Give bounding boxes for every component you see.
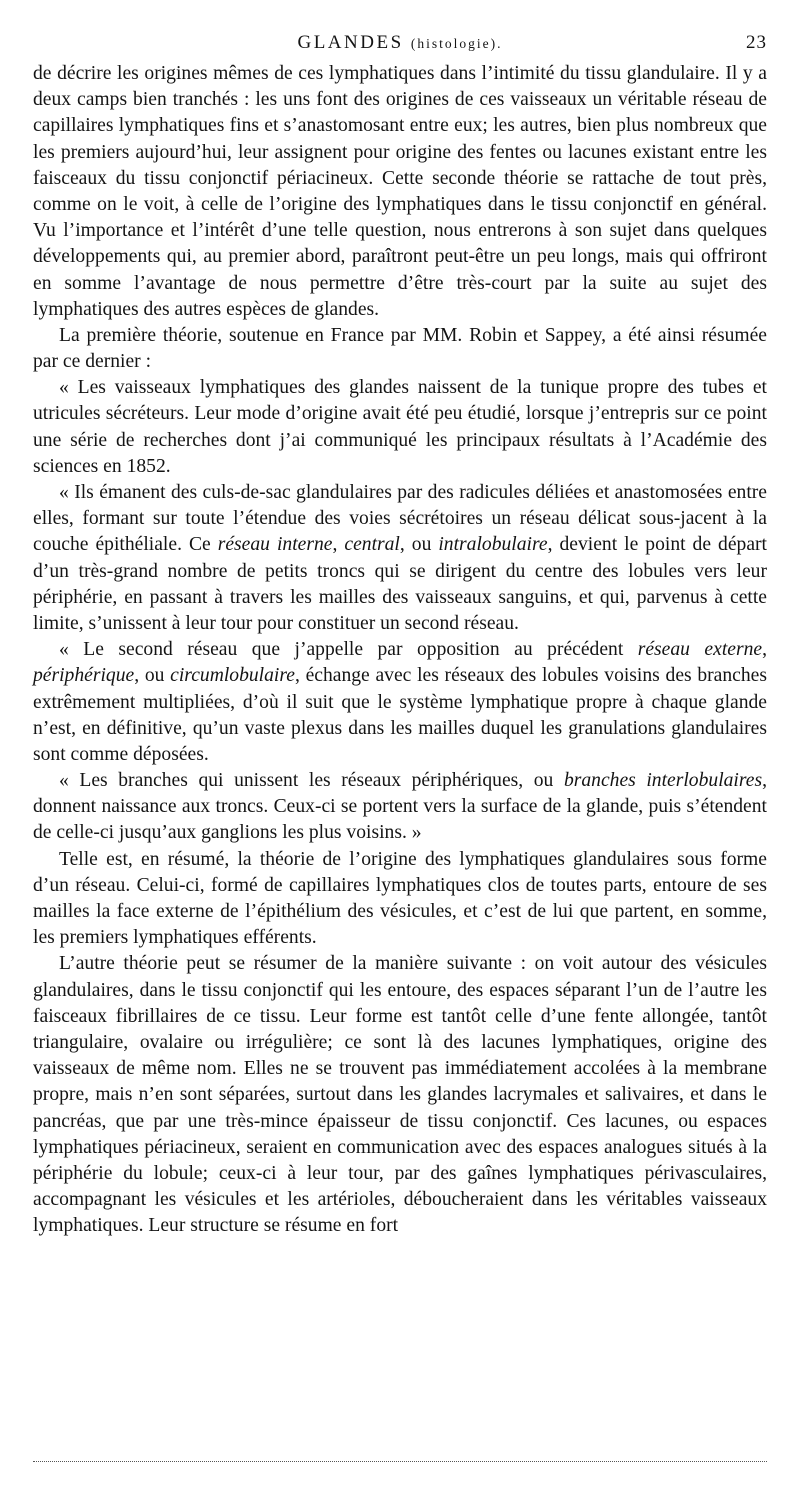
p6-text-a: « Les branches qui unissent les réseaux périphériques, ou (59, 770, 564, 792)
paragraph-6-quote (33, 768, 767, 847)
p4-text-b: , (332, 534, 345, 556)
paragraph-1: de décrire les origines mêmes de ces lymphatiques dans l’intimité du tissu glandulaire. Il y a deux camps bien tranchés : les uns font des origines de ces vaisseaux un véritable réseau de capillaires lymphatiques fins et s’anastomosant entre eux; les autres, bien plus nombreux que les premiers aujourd’hui, leur assignent pour origine des fentes ou lacunes existant entre les faisceaux du tissu conjonctif périacineux. Cette seconde théorie se rattache de tout près, comme on le voit, à celle de l’origine des lymphatiques dans le tissu conjonctif en général. Vu l’importance et l’intérêt d’une telle question, nous entrerons à son sujet dans quelques développements qui, au premier abord, paraîtront peut-être un peu longs, mais qui offriront en somme l’avantage de nous permettre d’être très-court par la suite au sujet des lymphatiques des autres espèces de glandes. (33, 63, 767, 320)
p5-term-peripherique: périphérique (33, 665, 135, 687)
p5-text-d: , échange avec les réseaux des lobules voisins des branches extrêmement multipliées, d’où il suit que le système lymphatique propre à chaque glande n’est, en définitive, qu’un vaste plexus dans les mailles duquel les granulations glandulaires sont comme déposées. (33, 665, 767, 765)
paragraph-7: Telle est, en résumé, la théorie de l’origine des lymphatiques glandulaires sous forme d’un réseau. Celui-ci, formé de capillaires lymphatiques clos de toutes parts, entoure de ses mailles la face externe de l’épithélium des vésicules, et c’est de lui que partent, en somme, les premiers lymphatiques efférents. (33, 848, 767, 949)
running-header (33, 30, 767, 56)
p4-term-intralobulaire: intralobulaire (438, 534, 548, 556)
p5-text-a: « Le second réseau que j’appelle par opposition au précédent (59, 639, 638, 661)
paragraph-4-quote (33, 480, 767, 637)
p4-term-reseau-interne: réseau interne (217, 534, 333, 556)
page-number: 23 (746, 32, 767, 53)
p5-term-circumlobulaire: circumlobulaire (170, 665, 295, 687)
p4-term-central: central (344, 534, 400, 556)
running-title (33, 30, 767, 57)
p6-term-branches-interlobulaires: branches interlobulaires (563, 770, 763, 792)
p4-text-d: , devient le point de départ d’un très-grand nombre de petits troncs qui se dirigent du centre des lobules vers leur périphérie, en passant à travers les mailles des vaisseaux sanguins, et qui, parvenus à cette limite, s’unissent à leur tour pour constituer un second réseau. (33, 534, 767, 634)
p4-text-a: « Ils émanent des culs-de-sac glandulaires par des radicules déliées et anastomosées entre elles, formant sur toute l’étendue des voies sécrétoires un réseau délicat sous-jacent à la couche épithéliale. Ce (33, 482, 767, 556)
paragraph-8: L’autre théorie peut se résumer de la manière suivante : on voit autour des vésicules glandulaires, dans le tissu conjonctif qui les entoure, des espaces séparant l’un de l’autre les faisceaux fibrillaires de ce tissu. Leur forme est tantôt celle d’une fente allongée, tantôt triangulaire, ovalaire ou irrégulière; ce sont là des lacunes lymphatiques, origine des vaisseaux de même nom. Elles ne se trouvent pas immédiatement accolées à la membrane propre, mais n’en sont séparées, surtout dans les glandes lacrymales et salivaires, et dans le pancréas, que par une très-mince épaisseur de tissu conjonctif. Ces lacunes, ou espaces lymphatiques périacineux, seraient en communication avec des espaces analogues situés à la périphérie du lobule; ceux-ci à leur tour, par des gaînes lymphatiques périvasculaires, accompagnant les vésicules et les artérioles, déboucheraient dans les véritables vaisseaux lymphatiques. Leur structure se résume en fort (33, 953, 767, 1237)
p5-term-reseau-externe: réseau externe (637, 639, 763, 661)
body-text (33, 61, 767, 1239)
p5-text-c: , ou (134, 665, 171, 687)
footer-dotted-rule (33, 1461, 767, 1462)
running-title-main: GLANDES (297, 32, 404, 53)
p4-text-c: , ou (399, 534, 439, 556)
paragraph-2: La première théorie, soutenue en France par MM. Robin et Sappey, a été ainsi résumée par ce dernier : (33, 324, 767, 373)
p6-text-b: , donnent naissance aux troncs. Ceux-ci se portent vers la surface de la glande, puis s’étendent de celle-ci jusqu’aux ganglions les plus voisins. » (33, 770, 767, 844)
running-title-sub: (histologie). (410, 36, 503, 51)
p5-text-b: , (762, 639, 767, 661)
paragraph-3-quote: « Les vaisseaux lymphatiques des glandes naissent de la tunique propre des tubes et utricules sécréteurs. Leur mode d’origine avait été peu étudié, lorsque j’entrepris sur ce point une série de recherches dont j’ai communiqué les principaux résultats à l’Académie des sciences en 1852. (33, 377, 767, 477)
paragraph-5-quote (33, 637, 767, 768)
